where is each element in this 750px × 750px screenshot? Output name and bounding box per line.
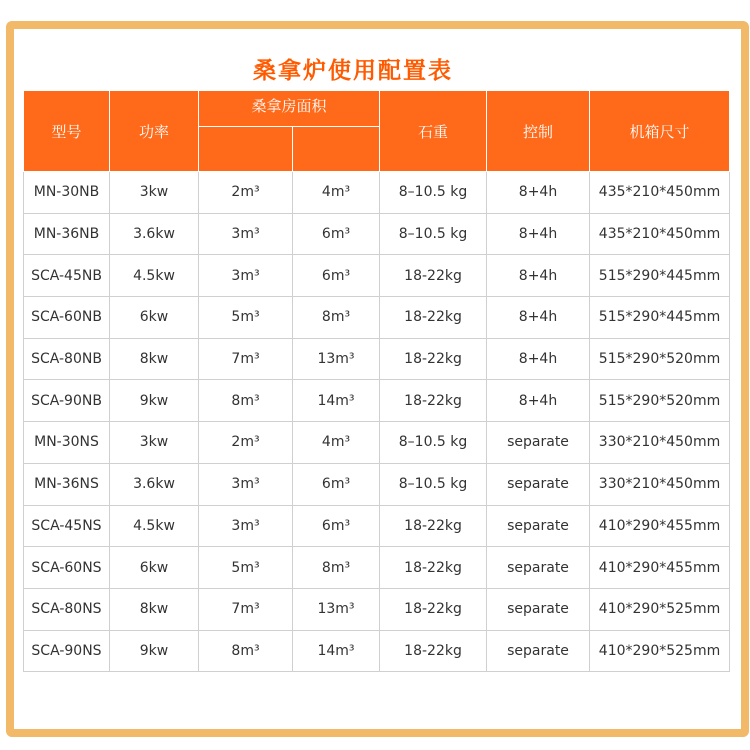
- cell-stone-weight: 18-22kg: [380, 547, 487, 589]
- table-row: [24, 505, 730, 547]
- cell-control: 8+4h: [487, 338, 590, 380]
- cell-area-max: 13m³: [293, 588, 380, 630]
- cell-power: 3kw: [110, 172, 199, 214]
- cell-model: SCA-45NB: [24, 255, 110, 297]
- cell-power: 6kw: [110, 547, 199, 589]
- header-room-area-max: [293, 127, 380, 172]
- cell-area-max: 6m³: [293, 213, 380, 255]
- cell-stone-weight: 8–10.5 kg: [380, 463, 487, 505]
- spec-table: [23, 90, 730, 672]
- cell-stone-weight: 8–10.5 kg: [380, 172, 487, 214]
- table-body: [24, 172, 730, 672]
- table-row: [24, 380, 730, 422]
- cell-area-max: 8m³: [293, 547, 380, 589]
- cell-area-min: 8m³: [199, 630, 293, 672]
- header-stone-weight: 石重: [380, 91, 487, 172]
- header-model: 型号: [24, 91, 110, 172]
- cell-area-max: 14m³: [293, 380, 380, 422]
- cell-power: 8kw: [110, 588, 199, 630]
- cell-stone-weight: 18-22kg: [380, 297, 487, 339]
- cell-control: separate: [487, 463, 590, 505]
- cell-cabinet-size: 410*290*455mm: [590, 505, 730, 547]
- cell-stone-weight: 18-22kg: [380, 630, 487, 672]
- cell-cabinet-size: 330*210*450mm: [590, 463, 730, 505]
- cell-area-max: 6m³: [293, 463, 380, 505]
- cell-area-min: 2m³: [199, 422, 293, 464]
- cell-area-min: 3m³: [199, 463, 293, 505]
- cell-control: separate: [487, 505, 590, 547]
- cell-power: 8kw: [110, 338, 199, 380]
- table-row: [24, 463, 730, 505]
- cell-stone-weight: 18-22kg: [380, 338, 487, 380]
- cell-cabinet-size: 515*290*445mm: [590, 255, 730, 297]
- cell-control: 8+4h: [487, 255, 590, 297]
- table-row: [24, 172, 730, 214]
- cell-model: MN-30NS: [24, 422, 110, 464]
- cell-stone-weight: 18-22kg: [380, 588, 487, 630]
- cell-power: 6kw: [110, 297, 199, 339]
- cell-area-max: 14m³: [293, 630, 380, 672]
- cell-area-min: 5m³: [199, 297, 293, 339]
- cell-model: MN-30NB: [24, 172, 110, 214]
- cell-stone-weight: 18-22kg: [380, 505, 487, 547]
- cell-control: 8+4h: [487, 213, 590, 255]
- table-header: [24, 91, 730, 172]
- cell-area-min: 3m³: [199, 255, 293, 297]
- cell-cabinet-size: 435*210*450mm: [590, 172, 730, 214]
- header-control: 控制: [487, 91, 590, 172]
- header-power: 功率: [110, 91, 199, 172]
- cell-cabinet-size: 515*290*445mm: [590, 297, 730, 339]
- table-row: [24, 297, 730, 339]
- cell-area-min: 2m³: [199, 172, 293, 214]
- cell-control: separate: [487, 588, 590, 630]
- cell-area-max: 6m³: [293, 255, 380, 297]
- cell-model: SCA-80NB: [24, 338, 110, 380]
- cell-model: SCA-45NS: [24, 505, 110, 547]
- cell-model: SCA-80NS: [24, 588, 110, 630]
- cell-control: separate: [487, 547, 590, 589]
- table-row: [24, 422, 730, 464]
- cell-area-min: 7m³: [199, 338, 293, 380]
- cell-area-min: 3m³: [199, 505, 293, 547]
- header-room-area: 桑拿房面积: [199, 91, 380, 127]
- cell-power: 9kw: [110, 630, 199, 672]
- cell-stone-weight: 18-22kg: [380, 255, 487, 297]
- cell-control: separate: [487, 422, 590, 464]
- cell-area-max: 8m³: [293, 297, 380, 339]
- cell-area-max: 6m³: [293, 505, 380, 547]
- cell-control: 8+4h: [487, 297, 590, 339]
- cell-control: 8+4h: [487, 172, 590, 214]
- cell-control: 8+4h: [487, 380, 590, 422]
- cell-stone-weight: 8–10.5 kg: [380, 213, 487, 255]
- cell-cabinet-size: 330*210*450mm: [590, 422, 730, 464]
- cell-cabinet-size: 435*210*450mm: [590, 213, 730, 255]
- cell-area-min: 8m³: [199, 380, 293, 422]
- cell-cabinet-size: 515*290*520mm: [590, 380, 730, 422]
- cell-area-min: 3m³: [199, 213, 293, 255]
- cell-model: SCA-90NB: [24, 380, 110, 422]
- cell-model: SCA-90NS: [24, 630, 110, 672]
- table-row: [24, 213, 730, 255]
- cell-stone-weight: 8–10.5 kg: [380, 422, 487, 464]
- cell-area-max: 4m³: [293, 172, 380, 214]
- cell-model: MN-36NB: [24, 213, 110, 255]
- cell-model: MN-36NS: [24, 463, 110, 505]
- cell-stone-weight: 18-22kg: [380, 380, 487, 422]
- table-row: [24, 338, 730, 380]
- cell-area-max: 4m³: [293, 422, 380, 464]
- header-cabinet-size: 机箱尺寸: [590, 91, 730, 172]
- cell-cabinet-size: 410*290*525mm: [590, 630, 730, 672]
- cell-power: 3.6kw: [110, 213, 199, 255]
- header-room-area-min: [199, 127, 293, 172]
- table-row: [24, 630, 730, 672]
- cell-cabinet-size: 410*290*455mm: [590, 547, 730, 589]
- cell-cabinet-size: 515*290*520mm: [590, 338, 730, 380]
- cell-model: SCA-60NB: [24, 297, 110, 339]
- cell-power: 4.5kw: [110, 505, 199, 547]
- cell-power: 3.6kw: [110, 463, 199, 505]
- cell-area-min: 5m³: [199, 547, 293, 589]
- cell-power: 3kw: [110, 422, 199, 464]
- cell-control: separate: [487, 630, 590, 672]
- cell-model: SCA-60NS: [24, 547, 110, 589]
- cell-area-min: 7m³: [199, 588, 293, 630]
- cell-cabinet-size: 410*290*525mm: [590, 588, 730, 630]
- page-title: 桑拿炉使用配置表: [253, 58, 453, 84]
- cell-power: 4.5kw: [110, 255, 199, 297]
- table-row: [24, 588, 730, 630]
- table-row: [24, 255, 730, 297]
- table-row: [24, 547, 730, 589]
- cell-power: 9kw: [110, 380, 199, 422]
- cell-area-max: 13m³: [293, 338, 380, 380]
